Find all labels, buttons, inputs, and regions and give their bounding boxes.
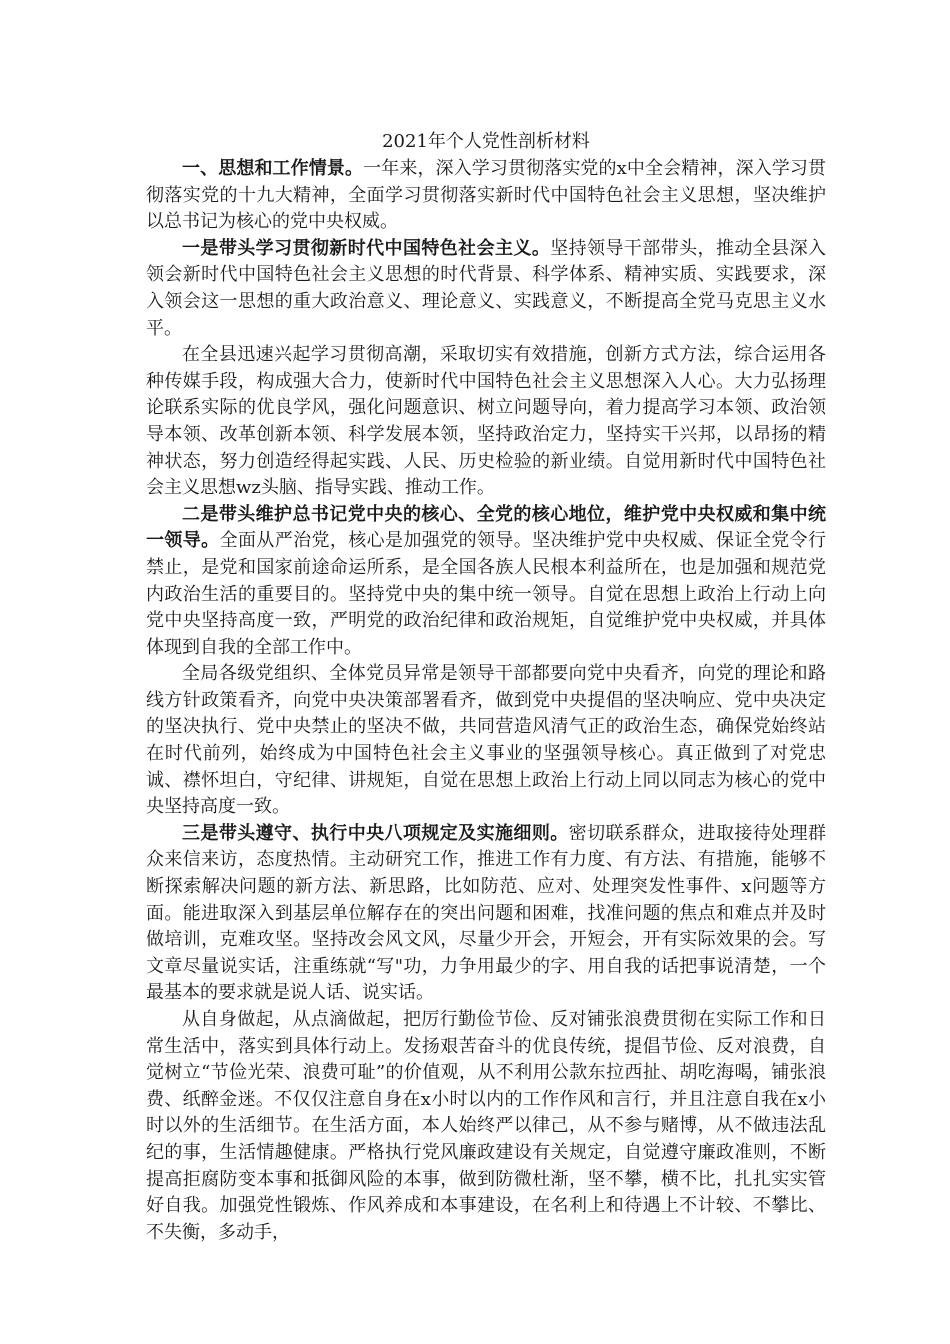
paragraph-5 bbox=[146, 661, 826, 821]
paragraph-heading: 一是带头学习贯彻新时代中国特色社会主义。 bbox=[182, 237, 551, 259]
paragraph-4 bbox=[146, 502, 826, 662]
paragraph-6 bbox=[146, 821, 826, 1007]
paragraph-1 bbox=[146, 156, 826, 236]
paragraph-text: 从自身做起，从点滴做起，把厉行勤俭节俭、反对铺张浪费贯彻在实际工作和日常生活中，落实到具体行动上。发扬艰苦奋斗的优良传统，提倡节俭、反对浪费，自觉树立“节俭光荣、浪费可耻”的价值观，从不利用公款东拉西扯、胡吃海喝，铺张浪费、纸醉金迷。不仅仅注意自身在x小时以内的工作作风和言行，并且注意自我在x小时以外的生活细节。在生活方面，本人始终严以律己，从不参与赌博，从不做违法乱纪的事，生活情趣健康。严格执行党风廉政建设有关规定，自觉遵守廉政准则，不断提高拒腐防变本事和抵御风险的本事，做到防微杜渐，坚不攀，横不比，扎扎实实管好自我。加强党性锻炼、作风养成和本事建设，在名利上和待遇上不计较、不攀比、不失衡，多动手， bbox=[146, 1009, 826, 1243]
paragraph-heading: 三是带头遵守、执行中央八项规定及实施细则。 bbox=[182, 822, 569, 844]
document-page bbox=[146, 128, 826, 1246]
paragraph-text: 一年来，深入学习贯彻落实党的x中全会精神，深入学习贯彻落实党的十九大精神，全面学习贯彻落实新时代中国特色社会主义思想，坚决维护以总书记为核心的党中央权威。 bbox=[146, 158, 827, 233]
paragraph-text: 全面从严治党，核心是加强党的领导。坚决维护党中央权威、保证全党令行禁止，是党和国家前途命运所系，是全国各族人民根本利益所在，也是加强和规范党内政治生活的重要目的。坚持党中央的集中统一领导。自觉在思想上政治上行动上向党中央坚持高度一致，严明党的政治纪律和政治规矩，自觉维护党中央权威，并具体体现到自我的全部工作中。 bbox=[146, 530, 827, 658]
paragraph-text: 在全县迅速兴起学习贯彻高潮，采取切实有效措施，创新方式方法，综合运用各种传媒手段，构成强大合力，使新时代中国特色社会主义思想深入人心。大力弘扬理论联系实际的优良学风，强化问题意识、树立问题导向，着力提高学习本领、政治领导本领、改革创新本领、科学发展本领，坚持政治定力，坚持实干兴邦，以昂扬的精神状态，努力创造经得起实践、人民、历史检验的新业绩。自觉用新时代中国特色社会主义思想wz头脑、指导实践、推动工作。 bbox=[146, 344, 826, 499]
paragraph-heading: 一、思想和工作情景。 bbox=[182, 158, 364, 179]
paragraph-text: 密切联系群众，进取接待处理群众来信来访，态度热情。主动研究工作，推进工作有力度、有方法、有措施，能够不断探索解决问题的新方法、新思路，比如防范、应对、处理突发性事件、x问题等方面。能进取深入到基层单位解存在的突出问题和困难，找准问题的焦点和难点并及时做培训，克难攻坚。坚持改会风文风，尽量少开会，开短会，开有实际效果的会。写文章尽量说实话，注重练就“写"功，力争用最少的字、用自我的话把事说清楚，一个最基本的要求就是说人话、说实话。 bbox=[146, 822, 827, 1004]
paragraph-text: 全局各级党组织、全体党员异常是领导干部都要向党中央看齐，向党的理论和路线方针政策看齐，向党中央决策部署看齐，做到党中央提倡的坚决响应、党中央决定的坚决执行、党中央禁止的坚决不做，共同营造风清气正的政治生态，确保党始终站在时代前列，始终成为中国特色社会主义事业的坚强领导核心。真正做到了对党忠诚、襟怀坦白，守纪律、讲规矩，自觉在思想上政治上行动上同以同志为核心的党中央坚持高度一致。 bbox=[146, 663, 826, 818]
paragraph-heading: 二是带头维护总书记党中央的核心、全党的核心地位，维护党中央权威和集中统一领导。 bbox=[146, 503, 826, 552]
document-title: 2021年个人党性剖析材料 bbox=[382, 131, 590, 152]
paragraph-text: 坚持领导干部带头，推动全县深入领会新时代中国特色社会主义思想的时代背景、科学体系、精神实质、实践要求，深入领会这一思想的重大政治意义、理论意义、实践意义，不断提高全党马克思主义水平。 bbox=[146, 237, 826, 339]
paragraph-2 bbox=[146, 236, 826, 342]
paragraph-3 bbox=[146, 342, 826, 502]
paragraph-7 bbox=[146, 1007, 826, 1246]
